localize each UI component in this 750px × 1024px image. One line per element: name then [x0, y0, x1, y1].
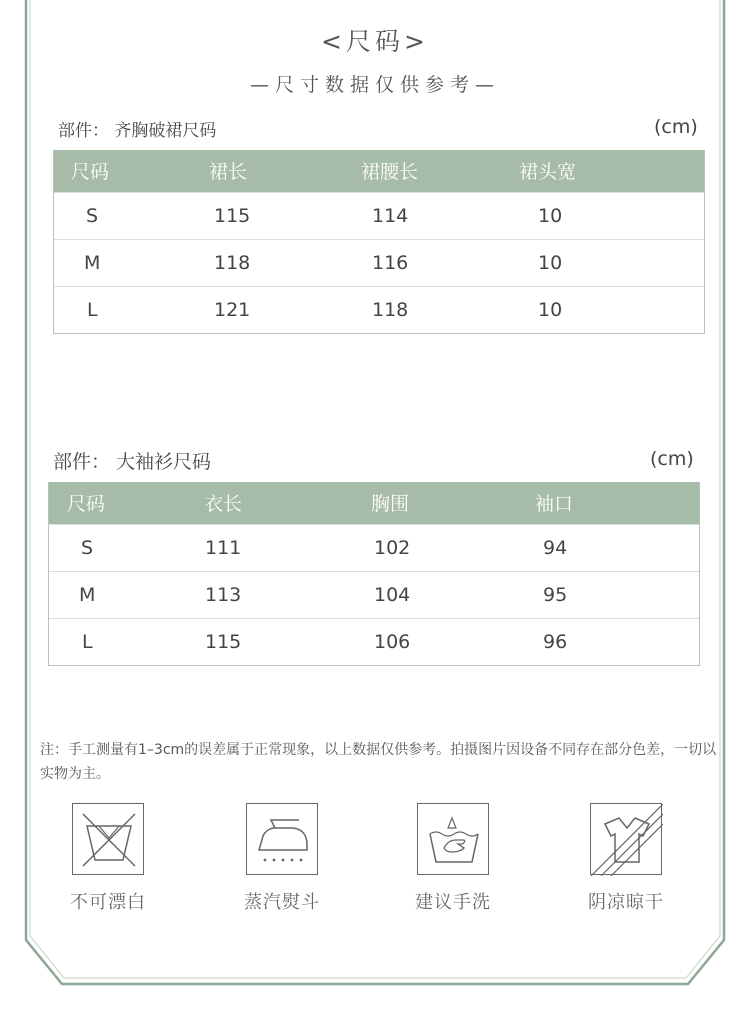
- table-header-row: [49, 482, 699, 524]
- table-row: [49, 618, 699, 665]
- table-cell: 118: [214, 252, 251, 274]
- table-cell: 111: [205, 537, 242, 559]
- header-cell: 裙腰长: [361, 161, 419, 183]
- table-row: [54, 286, 704, 333]
- table-cell: 113: [205, 584, 242, 606]
- table-cell: L: [87, 299, 98, 321]
- care-label: 阴凉晾干: [588, 892, 664, 913]
- table-cell: 95: [543, 584, 568, 606]
- table-cell: 121: [214, 299, 251, 321]
- table-cell: 102: [374, 537, 411, 559]
- no-bleach-icon: [72, 803, 144, 875]
- hand-wash-icon: [417, 803, 489, 875]
- table2-unit-label: (cm): [650, 448, 694, 470]
- table-cell: 104: [374, 584, 411, 606]
- care-label: 建议手洗: [415, 892, 491, 913]
- table-cell: S: [86, 205, 99, 227]
- table-cell: 10: [538, 299, 563, 321]
- table-cell: 116: [372, 252, 409, 274]
- header-cell: 尺码: [67, 493, 106, 515]
- care-label: 不可漂白: [70, 892, 146, 913]
- table-cell: 115: [205, 631, 242, 653]
- table-cell: L: [82, 631, 93, 653]
- table2-part-label: 部件： 大袖衫尺码: [53, 451, 212, 473]
- shade-dry-icon: [590, 803, 662, 875]
- size-table-top: [48, 482, 700, 666]
- table-header-row: [54, 150, 704, 192]
- table-row: [49, 524, 699, 571]
- care-label: 蒸汽熨斗: [244, 892, 320, 913]
- table-row: [54, 239, 704, 286]
- table-cell: 94: [543, 537, 568, 559]
- table-cell: 114: [372, 205, 409, 227]
- table-row: [49, 571, 699, 618]
- header-cell: 衣长: [204, 493, 243, 515]
- header-cell: 袖口: [535, 493, 574, 515]
- table1-part-label: 部件： 齐胸破裙尺码: [58, 121, 217, 141]
- table-cell: 96: [543, 631, 568, 653]
- table-cell: S: [81, 537, 94, 559]
- table-cell: M: [84, 252, 101, 274]
- table-cell: 118: [372, 299, 409, 321]
- size-table-skirt: [53, 150, 705, 334]
- header-cell: 胸围: [371, 493, 410, 515]
- table-cell: M: [79, 584, 96, 606]
- page-title: <尺码>: [321, 27, 429, 56]
- header-cell: 裙头宽: [519, 161, 577, 183]
- table-cell: 106: [374, 631, 411, 653]
- table-row: [54, 192, 704, 239]
- header-cell: 尺码: [71, 161, 110, 183]
- steam-iron-icon: [246, 803, 318, 875]
- measurement-note: 注：手工测量有1–3cm的误差属于正常现象，以上数据仅供参考。拍摄图片因设备不同存在部分色差，一切以实物为主。: [40, 742, 717, 782]
- table-cell: 115: [214, 205, 251, 227]
- table-cell: 10: [538, 252, 563, 274]
- table-cell: 10: [538, 205, 563, 227]
- header-cell: 裙长: [209, 161, 248, 183]
- page-subtitle: —尺寸数据仅供参考—: [249, 74, 500, 96]
- table1-unit-label: (cm): [654, 116, 698, 138]
